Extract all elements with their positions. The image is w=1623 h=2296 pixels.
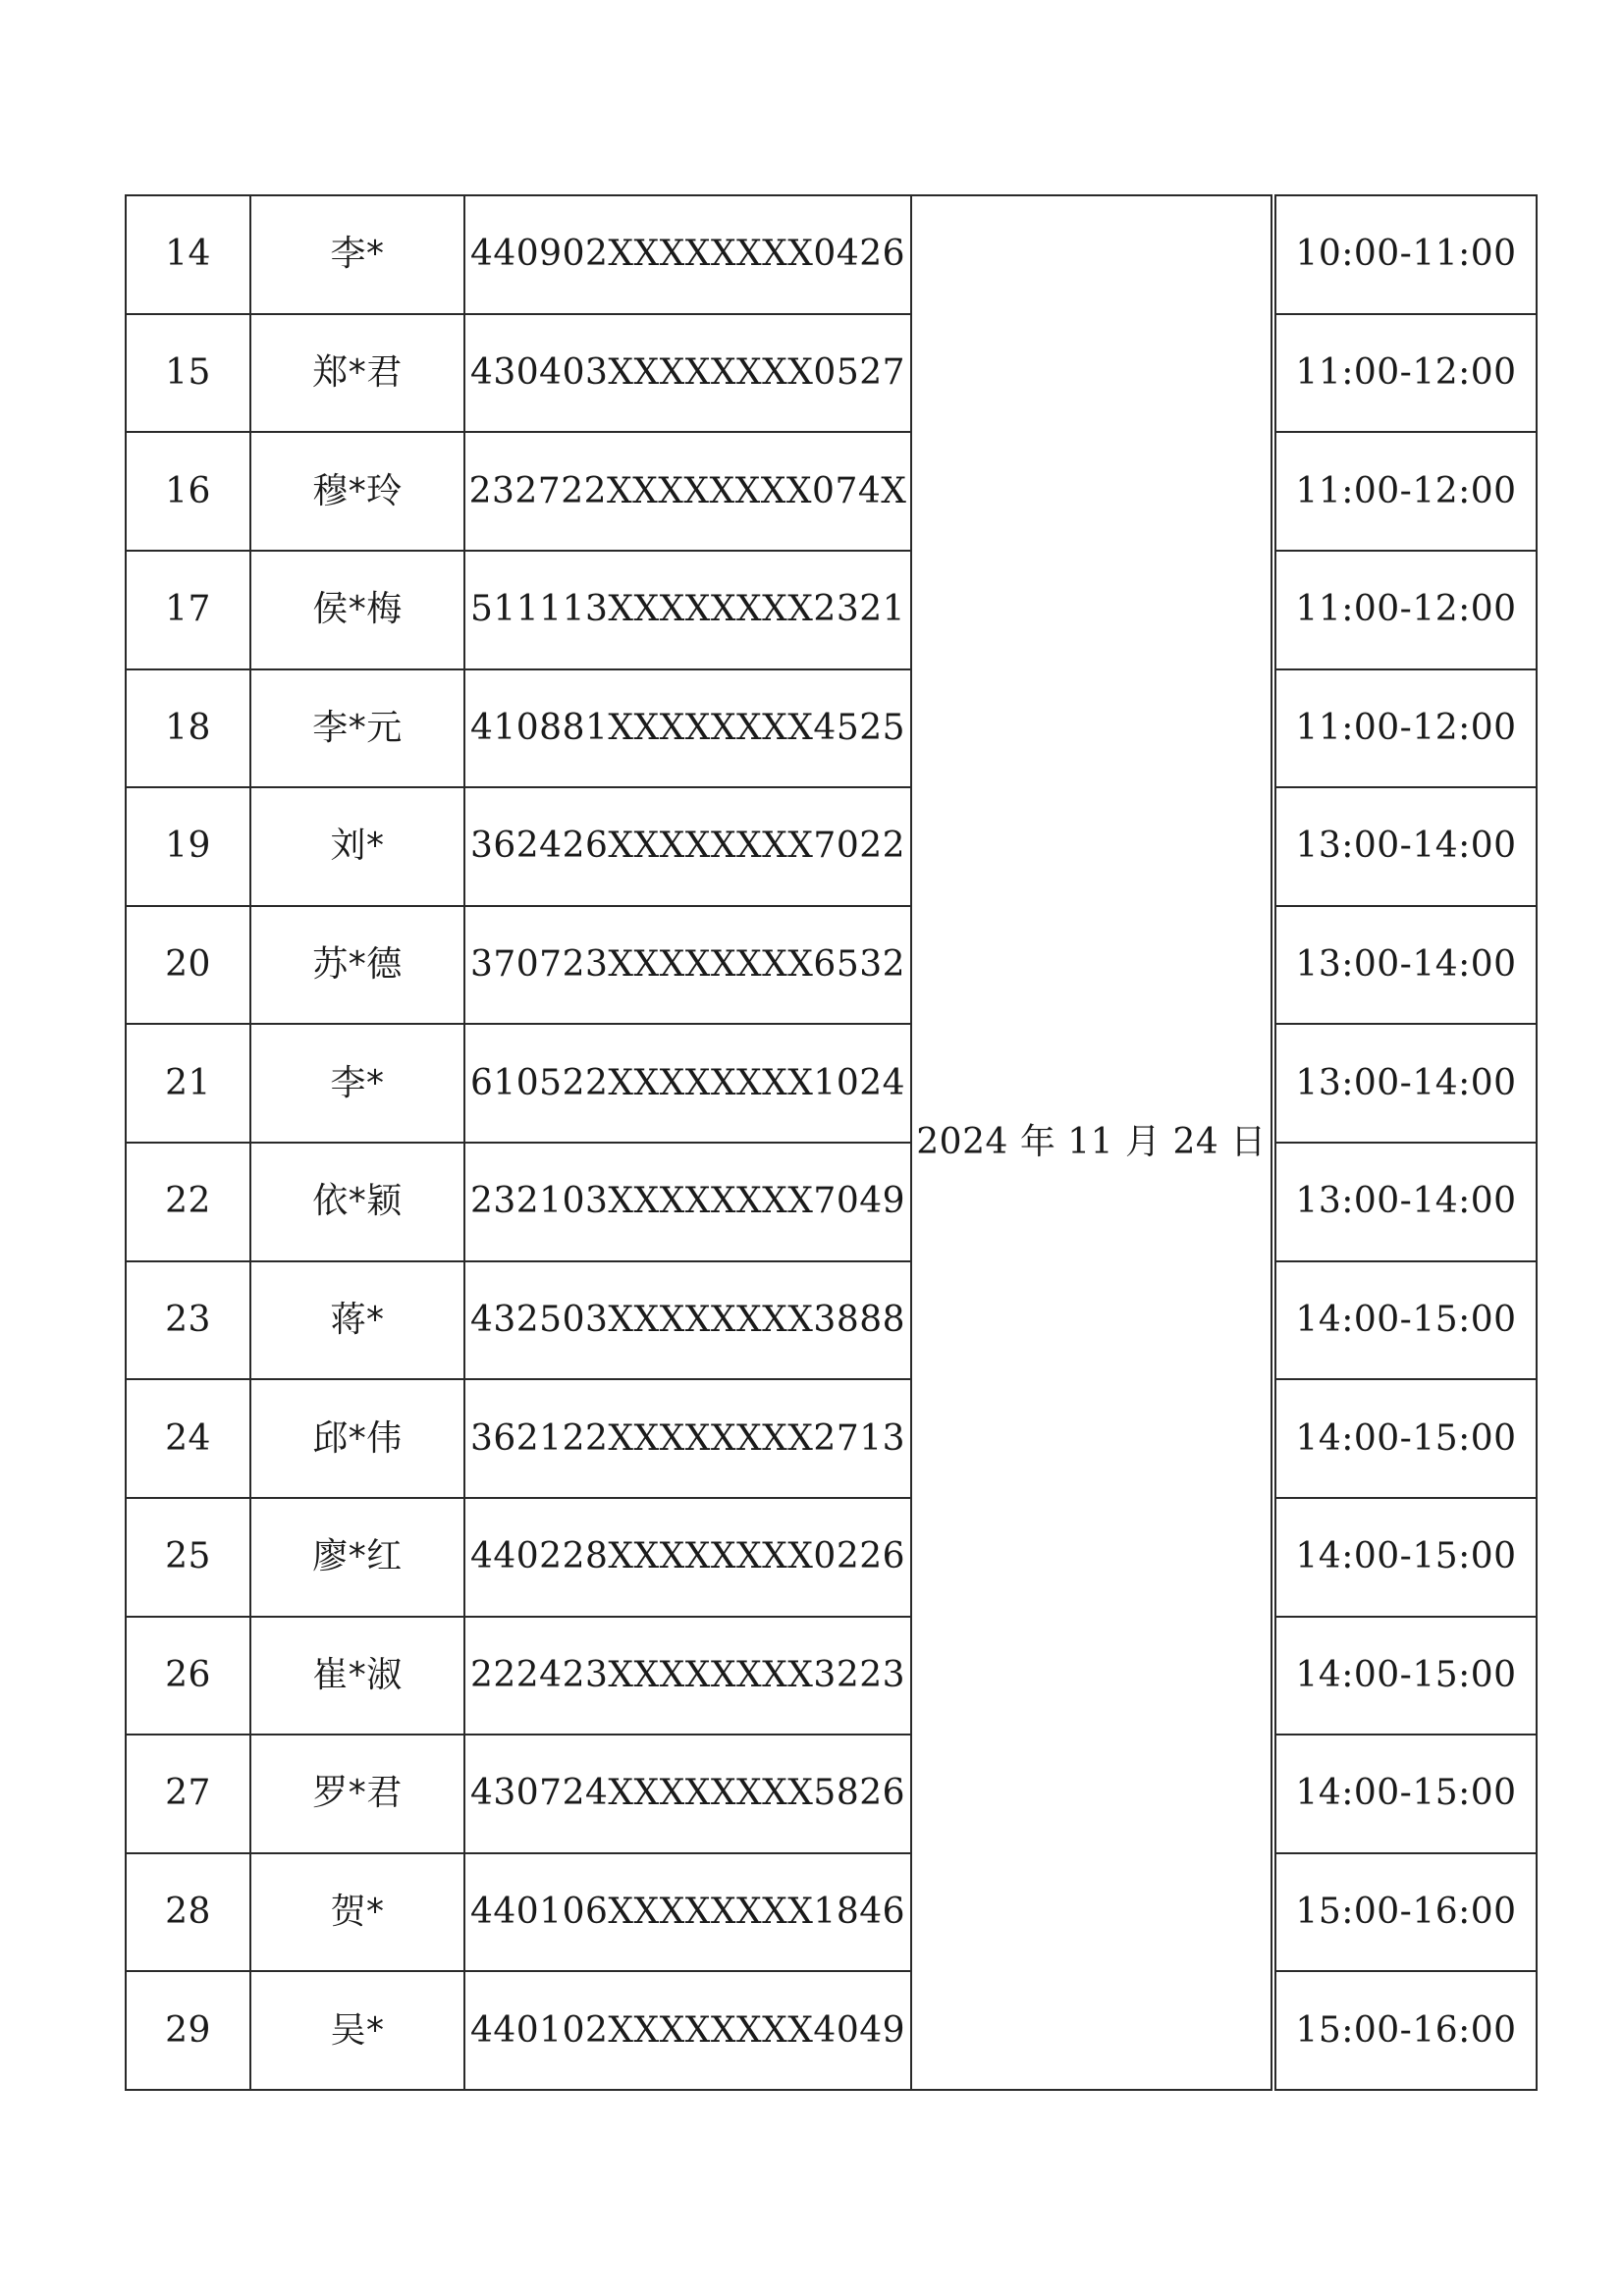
time-slot: 15:00-16:00 bbox=[1275, 1853, 1537, 1972]
id-number: 610522XXXXXXXX1024 bbox=[464, 1024, 911, 1143]
time-slot: 14:00-15:00 bbox=[1275, 1379, 1537, 1498]
id-number: 511113XXXXXXXX2321 bbox=[464, 551, 911, 669]
time-slot: 13:00-14:00 bbox=[1275, 1024, 1537, 1143]
id-number: 432503XXXXXXXX3888 bbox=[464, 1261, 911, 1380]
table-row bbox=[126, 1498, 1537, 1617]
table-row bbox=[126, 1617, 1537, 1735]
person-name: 廖*红 bbox=[250, 1498, 464, 1617]
row-number: 28 bbox=[126, 1853, 250, 1972]
table-row bbox=[126, 432, 1537, 551]
person-name: 苏*德 bbox=[250, 906, 464, 1025]
table-row bbox=[126, 551, 1537, 669]
row-number: 20 bbox=[126, 906, 250, 1025]
person-name: 依*颖 bbox=[250, 1143, 464, 1261]
person-name: 穆*玲 bbox=[250, 432, 464, 551]
time-slot: 11:00-12:00 bbox=[1275, 314, 1537, 433]
id-number: 222423XXXXXXXX3223 bbox=[464, 1617, 911, 1735]
id-number: 440102XXXXXXXX4049 bbox=[464, 1971, 911, 2090]
id-number: 440902XXXXXXXX0426 bbox=[464, 195, 911, 314]
row-number: 16 bbox=[126, 432, 250, 551]
person-name: 贺* bbox=[250, 1853, 464, 1972]
table-row bbox=[126, 906, 1537, 1025]
table-row bbox=[126, 1379, 1537, 1498]
id-number: 430403XXXXXXXX0527 bbox=[464, 314, 911, 433]
table-row bbox=[126, 1261, 1537, 1380]
table-row bbox=[126, 314, 1537, 433]
table-row bbox=[126, 1853, 1537, 1972]
person-name: 罗*君 bbox=[250, 1735, 464, 1853]
person-name: 李*元 bbox=[250, 669, 464, 788]
schedule-table-body bbox=[126, 195, 1537, 2090]
person-name: 李* bbox=[250, 195, 464, 314]
time-slot: 11:00-12:00 bbox=[1275, 669, 1537, 788]
person-name: 邱*伟 bbox=[250, 1379, 464, 1498]
time-slot: 14:00-15:00 bbox=[1275, 1617, 1537, 1735]
row-number: 21 bbox=[126, 1024, 250, 1143]
person-name: 侯*梅 bbox=[250, 551, 464, 669]
table-row bbox=[126, 787, 1537, 906]
person-name: 吴* bbox=[250, 1971, 464, 2090]
table-row bbox=[126, 195, 1537, 314]
row-number: 22 bbox=[126, 1143, 250, 1261]
table-row bbox=[126, 1024, 1537, 1143]
time-slot: 13:00-14:00 bbox=[1275, 787, 1537, 906]
schedule-table bbox=[125, 194, 1538, 2091]
person-name: 郑*君 bbox=[250, 314, 464, 433]
row-number: 25 bbox=[126, 1498, 250, 1617]
time-slot: 14:00-15:00 bbox=[1275, 1735, 1537, 1853]
id-number: 440228XXXXXXXX0226 bbox=[464, 1498, 911, 1617]
table-row bbox=[126, 1735, 1537, 1853]
person-name: 蒋* bbox=[250, 1261, 464, 1380]
person-name: 李* bbox=[250, 1024, 464, 1143]
row-number: 23 bbox=[126, 1261, 250, 1380]
time-slot: 11:00-12:00 bbox=[1275, 551, 1537, 669]
id-number: 410881XXXXXXXX4525 bbox=[464, 669, 911, 788]
id-number: 232103XXXXXXXX7049 bbox=[464, 1143, 911, 1261]
id-number: 430724XXXXXXXX5826 bbox=[464, 1735, 911, 1853]
person-name: 崔*淑 bbox=[250, 1617, 464, 1735]
row-number: 27 bbox=[126, 1735, 250, 1853]
id-number: 362426XXXXXXXX7022 bbox=[464, 787, 911, 906]
table-row bbox=[126, 1143, 1537, 1261]
time-slot: 13:00-14:00 bbox=[1275, 1143, 1537, 1261]
time-slot: 15:00-16:00 bbox=[1275, 1971, 1537, 2090]
row-number: 24 bbox=[126, 1379, 250, 1498]
row-number: 26 bbox=[126, 1617, 250, 1735]
id-number: 370723XXXXXXXX6532 bbox=[464, 906, 911, 1025]
row-number: 17 bbox=[126, 551, 250, 669]
row-number: 29 bbox=[126, 1971, 250, 2090]
id-number: 362122XXXXXXXX2713 bbox=[464, 1379, 911, 1498]
table-row bbox=[126, 1971, 1537, 2090]
id-number: 440106XXXXXXXX1846 bbox=[464, 1853, 911, 1972]
row-number: 14 bbox=[126, 195, 250, 314]
time-slot: 14:00-15:00 bbox=[1275, 1261, 1537, 1380]
time-slot: 14:00-15:00 bbox=[1275, 1498, 1537, 1617]
row-number: 18 bbox=[126, 669, 250, 788]
time-slot: 11:00-12:00 bbox=[1275, 432, 1537, 551]
row-number: 15 bbox=[126, 314, 250, 433]
time-slot: 10:00-11:00 bbox=[1275, 195, 1537, 314]
row-number: 19 bbox=[126, 787, 250, 906]
person-name: 刘* bbox=[250, 787, 464, 906]
time-slot: 13:00-14:00 bbox=[1275, 906, 1537, 1025]
appointment-date: 2024 年 11 月 24 日 bbox=[911, 195, 1271, 2090]
table-row bbox=[126, 669, 1537, 788]
id-number: 232722XXXXXXXX074X bbox=[464, 432, 911, 551]
